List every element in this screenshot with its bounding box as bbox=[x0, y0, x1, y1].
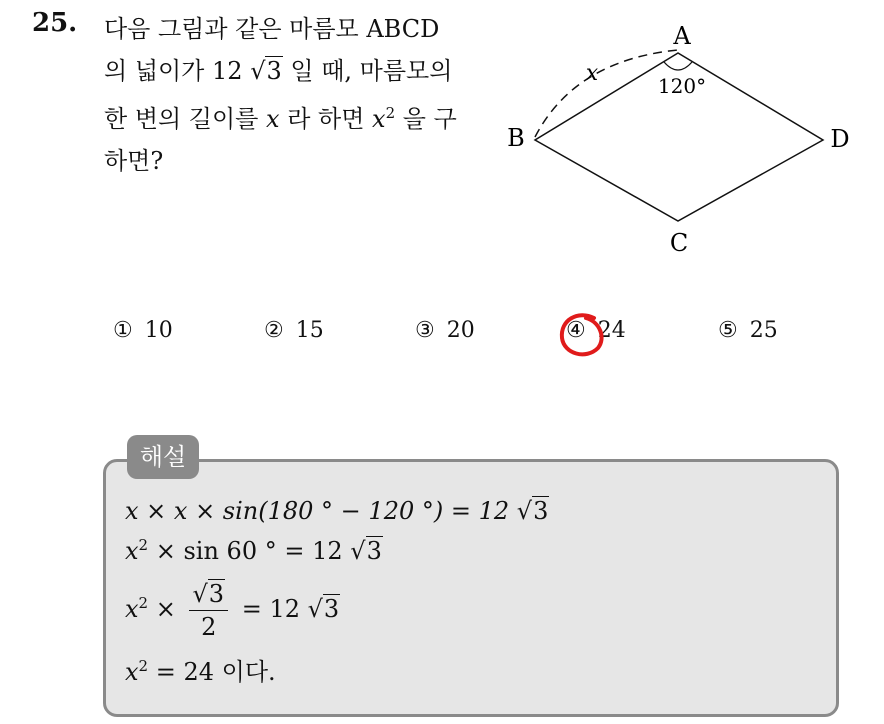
question-line-4: 하면? bbox=[104, 147, 164, 175]
sqrt-expression: √3 bbox=[516, 497, 549, 525]
solution-line-1 bbox=[125, 497, 549, 525]
solution-line-3 bbox=[125, 580, 340, 641]
angle-arc bbox=[664, 62, 692, 70]
side-label: x bbox=[585, 61, 599, 86]
sqrt-expression: √3 bbox=[250, 57, 282, 85]
choice-1[interactable] bbox=[113, 318, 173, 343]
solution-expression: x × x × sin(180 ° − 120 °) = 12 bbox=[125, 497, 510, 525]
variable-x: x bbox=[125, 658, 139, 686]
vertex-d-label: D bbox=[830, 125, 850, 153]
choice-number: ② bbox=[264, 318, 284, 343]
choice-number: ③ bbox=[415, 318, 435, 343]
fraction-denominator: 2 bbox=[201, 613, 217, 641]
vertex-b-label: B bbox=[507, 124, 525, 152]
choice-value: 10 bbox=[144, 318, 173, 343]
question-line-1: 다음 그림과 같은 마름모 ABCD bbox=[104, 15, 440, 43]
side-x-dashed-arc bbox=[535, 50, 678, 137]
vertex-a-label: A bbox=[673, 22, 691, 50]
choice-value: 25 bbox=[749, 318, 778, 343]
variable-x: x bbox=[372, 105, 386, 133]
variable-x: x bbox=[125, 537, 139, 565]
choice-number: ① bbox=[113, 318, 133, 343]
sqrt-radicand: 3 bbox=[323, 595, 340, 623]
exponent: 2 bbox=[138, 536, 149, 554]
exponent: 2 bbox=[138, 657, 149, 675]
sqrt-expression: √3 bbox=[350, 537, 382, 565]
question-line-3 bbox=[104, 92, 504, 140]
rhombus-figure bbox=[480, 0, 880, 270]
choice-4[interactable] bbox=[566, 318, 626, 343]
choice-value: 24 bbox=[597, 318, 626, 343]
sqrt-expression: √3 bbox=[307, 595, 340, 623]
choice-number: ④ bbox=[566, 318, 586, 343]
fraction bbox=[189, 580, 228, 641]
solution-expression: × sin 60 ° = 12 bbox=[155, 537, 343, 565]
choice-2[interactable] bbox=[264, 318, 324, 343]
solution-expression: = 12 bbox=[241, 595, 300, 623]
exponent: 2 bbox=[138, 594, 149, 612]
angle-label: 120° bbox=[657, 74, 707, 98]
sqrt-radicand: 3 bbox=[533, 497, 549, 525]
question-line-2 bbox=[104, 50, 504, 92]
question-number: 25. bbox=[32, 8, 78, 38]
sqrt-expression: √3 bbox=[192, 580, 225, 608]
sqrt-radicand: 3 bbox=[208, 580, 225, 608]
question-text-part: 의 넓이가 12 bbox=[104, 57, 243, 85]
question-text-part: 라 하면 bbox=[287, 105, 365, 133]
solution-line-4 bbox=[125, 652, 276, 687]
exponent: 2 bbox=[385, 104, 396, 122]
solution-expression: = 24 이다. bbox=[155, 658, 276, 686]
sqrt-radicand: 3 bbox=[266, 57, 282, 85]
choice-number: ⑤ bbox=[718, 318, 738, 343]
variable-x: x bbox=[266, 105, 280, 133]
fraction-numerator bbox=[189, 580, 228, 611]
sqrt-radicand: 3 bbox=[366, 537, 382, 565]
variable-x: x bbox=[125, 595, 139, 623]
solution-tag: 해설 bbox=[127, 435, 199, 479]
selected-answer-mark bbox=[556, 310, 606, 362]
question-text-part: 한 변의 길이를 bbox=[104, 105, 259, 133]
answer-choices bbox=[0, 318, 884, 358]
solution-line-2 bbox=[125, 536, 383, 565]
choice-3[interactable] bbox=[415, 318, 475, 343]
choice-5[interactable] bbox=[718, 318, 778, 343]
times-sign: × bbox=[155, 595, 176, 623]
choice-value: 20 bbox=[446, 318, 475, 343]
choice-value: 15 bbox=[295, 318, 324, 343]
question-text-part: 을 구 bbox=[402, 105, 457, 133]
question-text bbox=[104, 8, 504, 182]
vertex-c-label: C bbox=[669, 229, 689, 257]
question-text-part: 일 때, 마름모의 bbox=[290, 57, 453, 85]
